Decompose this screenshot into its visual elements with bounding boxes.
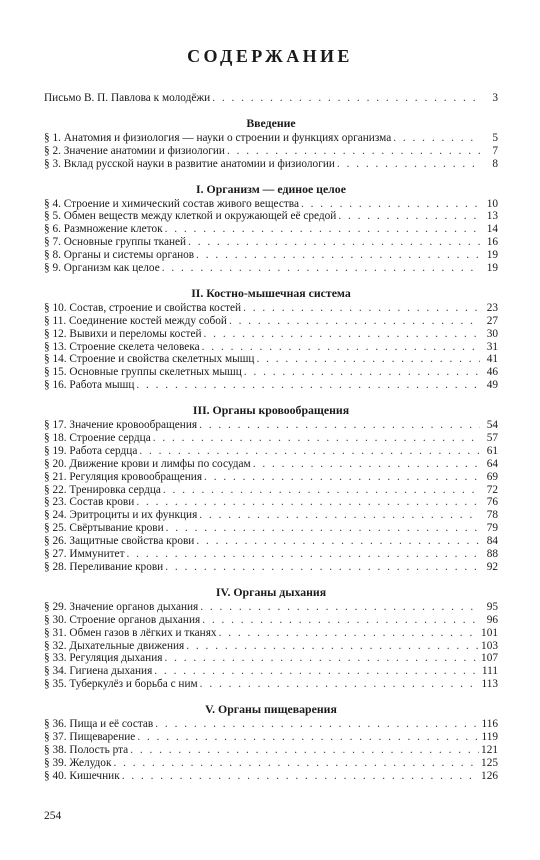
toc-entry-page: 78 xyxy=(486,509,498,522)
dot-leader xyxy=(137,731,479,744)
toc-entry-label: § 38. Полость рта xyxy=(44,743,129,756)
page-title: СОДЕРЖАНИЕ xyxy=(187,46,353,66)
toc-entry-label: § 17. Значение кровообращения xyxy=(44,419,198,432)
toc-entry-label: § 28. Переливание крови xyxy=(44,560,164,573)
toc-entry-label: § 33. Регуляция дыхания xyxy=(44,652,163,665)
toc-entry xyxy=(44,509,498,522)
toc-entry xyxy=(44,315,498,328)
toc-entry-page: 46 xyxy=(486,366,498,379)
toc-entry xyxy=(44,627,498,640)
toc-entry-label: § 2. Значение анатомии и физиологии xyxy=(44,144,225,157)
toc-entry xyxy=(44,665,498,678)
toc-entry xyxy=(44,366,498,379)
dot-leader xyxy=(243,302,480,315)
dot-leader xyxy=(153,432,480,445)
dot-leader xyxy=(162,262,480,275)
toc-entry xyxy=(44,198,498,211)
toc-entry-page: 96 xyxy=(486,613,498,626)
toc-entry xyxy=(44,496,498,509)
toc-entry-page: 19 xyxy=(486,262,498,275)
toc-entry-label: § 40. Кишечник xyxy=(44,769,120,782)
toc-entry xyxy=(44,353,498,366)
toc-entry xyxy=(44,223,498,236)
toc-entry-page: 119 xyxy=(481,730,498,743)
toc-entry xyxy=(44,770,498,783)
dot-leader xyxy=(199,509,480,522)
dot-leader xyxy=(200,678,480,691)
toc-entry-page: 31 xyxy=(486,340,498,353)
toc-entry xyxy=(44,445,498,458)
dot-leader xyxy=(196,535,480,548)
toc-entry-page: 92 xyxy=(486,560,498,573)
toc-entry-page: 125 xyxy=(481,756,498,769)
dot-leader xyxy=(188,236,480,249)
dot-leader xyxy=(212,92,480,105)
toc-entry-label: § 9. Организм как целое xyxy=(44,262,160,275)
toc-entry-page: 101 xyxy=(481,626,498,639)
dot-leader xyxy=(229,315,480,328)
toc-entry xyxy=(44,419,498,432)
toc-entry-page: 84 xyxy=(486,535,498,548)
toc-entry xyxy=(44,484,498,497)
toc-entry-label: § 5. Обмен веществ между клеткой и окружающей её средой xyxy=(44,210,337,223)
toc-entry-label: § 34. Гигиена дыхания xyxy=(44,665,153,678)
toc-entry-label: § 12. Вывихи и переломы костей xyxy=(44,327,202,340)
toc-entry xyxy=(44,652,498,665)
dot-leader xyxy=(202,341,480,354)
toc-entry xyxy=(44,341,498,354)
dot-leader xyxy=(165,561,480,574)
toc-entry-label: § 15. Основные группы скелетных мышц xyxy=(44,366,242,379)
toc-entry-label: § 37. Пищеварение xyxy=(44,730,136,743)
toc-entry-label: § 10. Состав, строение и свойства костей xyxy=(44,301,242,314)
toc-entry-page: 3 xyxy=(492,92,498,104)
toc-entry-page: 27 xyxy=(486,314,498,327)
dot-leader xyxy=(127,548,480,561)
toc-entry-page: 30 xyxy=(486,327,498,340)
toc-entry xyxy=(44,731,498,744)
toc-entry-label: § 7. Основные группы тканей xyxy=(44,236,187,249)
toc-entry xyxy=(44,158,498,171)
toc-entry-page: 61 xyxy=(486,444,498,457)
dot-leader xyxy=(196,249,480,262)
toc-entry-page: 8 xyxy=(492,157,498,170)
dot-leader xyxy=(139,445,480,458)
toc-entry-label: § 35. Туберкулёз и борьба с ним xyxy=(44,678,198,691)
dot-leader xyxy=(204,471,480,484)
toc-entry-label: § 39. Желудок xyxy=(44,756,112,769)
toc-entry-page: 10 xyxy=(486,197,498,210)
dot-leader xyxy=(186,640,479,653)
toc-entry-label: § 36. Пища и её состав xyxy=(44,718,154,731)
toc-entry xyxy=(44,471,498,484)
toc-entry-label: § 23. Состав крови xyxy=(44,496,135,509)
table-of-contents xyxy=(44,92,498,783)
toc-entry-page: 79 xyxy=(486,522,498,535)
toc-entry-page: 113 xyxy=(481,678,498,691)
toc-entry xyxy=(44,678,498,691)
dot-leader xyxy=(136,496,480,509)
toc-entry-label: § 14. Строение и свойства скелетных мышц xyxy=(44,353,255,366)
toc-entry-page: 16 xyxy=(486,236,498,249)
toc-entry xyxy=(44,548,498,561)
toc-entry xyxy=(44,561,498,574)
dot-leader xyxy=(155,718,479,731)
page-number: 254 xyxy=(44,810,62,822)
toc-entry-page: 41 xyxy=(486,353,498,366)
toc-sections xyxy=(44,115,498,783)
dot-leader xyxy=(166,522,480,535)
toc-entry-page: 88 xyxy=(486,548,498,561)
toc-entry xyxy=(44,601,498,614)
dot-leader xyxy=(164,652,479,665)
toc-entry xyxy=(44,640,498,653)
dot-leader xyxy=(338,210,480,223)
toc-entry xyxy=(44,744,498,757)
toc-entry-label: § 27. Иммунитет xyxy=(44,548,125,561)
toc-entry xyxy=(44,522,498,535)
toc-entry xyxy=(44,379,498,392)
toc-entry-intro xyxy=(44,92,498,105)
toc-entry-label: § 30. Строение органов дыхания xyxy=(44,613,201,626)
toc-entry xyxy=(44,432,498,445)
dot-leader xyxy=(122,770,479,783)
toc-entry-page: 126 xyxy=(481,769,498,782)
dot-leader xyxy=(136,379,480,392)
dot-leader xyxy=(244,366,480,379)
toc-entry xyxy=(44,210,498,223)
toc-entry-page: 54 xyxy=(486,419,498,432)
toc-entry-label: § 21. Регуляция кровообращения xyxy=(44,470,203,483)
toc-entry-page: 69 xyxy=(486,470,498,483)
toc-entry-page: 111 xyxy=(481,665,498,678)
toc-entry-label: § 31. Обмен газов в лёгких и тканях xyxy=(44,626,217,639)
toc-entry-page: 121 xyxy=(481,743,498,756)
toc-entry-label: § 24. Эритроциты и их функция xyxy=(44,509,198,522)
toc-entry-label: § 32. Дыхательные движения xyxy=(44,639,185,652)
toc-entry-page: 49 xyxy=(486,379,498,392)
toc-entry-page: 64 xyxy=(486,457,498,470)
toc-entry-label: § 18. Строение сердца xyxy=(44,432,151,445)
toc-entry-label: § 26. Защитные свойства крови xyxy=(44,535,195,548)
section-heading: IV. Органы дыхания xyxy=(215,584,327,599)
toc-entry-page: 103 xyxy=(481,639,498,652)
section-heading: V. Органы пищеварения xyxy=(205,702,337,717)
toc-entry-label: § 8. Органы и системы органов xyxy=(44,249,195,262)
toc-entry-page: 14 xyxy=(486,223,498,236)
toc-entry-page: 19 xyxy=(486,249,498,262)
toc-entry xyxy=(44,757,498,770)
section-heading: I. Организм — единое целое xyxy=(196,181,346,196)
dot-leader xyxy=(199,419,480,432)
section-heading: III. Органы кровообращения xyxy=(192,403,350,418)
toc-entry-page: 57 xyxy=(486,432,498,445)
toc-entry-label: § 6. Размножение клеток xyxy=(44,223,163,236)
dot-leader xyxy=(154,665,480,678)
toc-entry xyxy=(44,262,498,275)
dot-leader xyxy=(165,223,480,236)
toc-entry xyxy=(44,718,498,731)
section-heading: II. Костно-мышечная система xyxy=(191,285,351,300)
dot-leader xyxy=(219,627,479,640)
section-heading: Введение xyxy=(246,115,296,130)
dot-leader xyxy=(200,601,480,614)
toc-entry-page: 95 xyxy=(486,600,498,613)
toc-entry-label: § 16. Работа мышц xyxy=(44,379,135,392)
dot-leader xyxy=(204,328,480,341)
toc-entry xyxy=(44,145,498,158)
dot-leader xyxy=(130,744,479,757)
toc-entry-label: § 25. Свёртывание крови xyxy=(44,522,164,535)
dot-leader xyxy=(301,198,480,211)
toc-entry-page: 76 xyxy=(486,496,498,509)
toc-entry-label: § 3. Вклад русской науки в развитие анатомии и физиологии xyxy=(44,157,335,170)
toc-entry xyxy=(44,132,498,145)
toc-entry-page: 13 xyxy=(486,210,498,223)
dot-leader xyxy=(393,132,480,145)
toc-entry-label: § 1. Анатомия и физиология — науки о строении и функциях организма xyxy=(44,131,392,144)
toc-entry-page: 23 xyxy=(486,301,498,314)
toc-entry xyxy=(44,458,498,471)
dot-leader xyxy=(337,158,480,171)
toc-entry xyxy=(44,236,498,249)
toc-entry-label: § 13. Строение скелета человека xyxy=(44,340,200,353)
dot-leader xyxy=(202,614,480,627)
toc-entry-page: 72 xyxy=(486,483,498,496)
toc-entry-label: § 11. Соединение костей между собой xyxy=(44,314,227,327)
toc-entry-label: § 20. Движение крови и лимфы по сосудам xyxy=(44,457,251,470)
toc-entry-label: § 19. Работа сердца xyxy=(44,444,138,457)
toc-entry-page: 116 xyxy=(481,718,498,731)
dot-leader xyxy=(163,484,480,497)
toc-entry xyxy=(44,249,498,262)
toc-entry-page: 7 xyxy=(492,144,498,157)
toc-entry xyxy=(44,535,498,548)
toc-entry-label: § 4. Строение и химический состав живого вещества xyxy=(44,197,299,210)
dot-leader xyxy=(256,353,480,366)
toc-entry-label: § 29. Значение органов дыхания xyxy=(44,600,199,613)
toc-entry xyxy=(44,328,498,341)
toc-entry-page: 5 xyxy=(492,131,498,144)
toc-entry-page: 107 xyxy=(481,652,498,665)
dot-leader xyxy=(253,458,480,471)
toc-entry xyxy=(44,614,498,627)
dot-leader xyxy=(113,757,479,770)
dot-leader xyxy=(227,145,480,158)
toc-entry xyxy=(44,302,498,315)
toc-entry-label: Письмо В. П. Павлова к молодёжи xyxy=(44,92,211,104)
toc-entry-label: § 22. Тренировка сердца xyxy=(44,483,161,496)
